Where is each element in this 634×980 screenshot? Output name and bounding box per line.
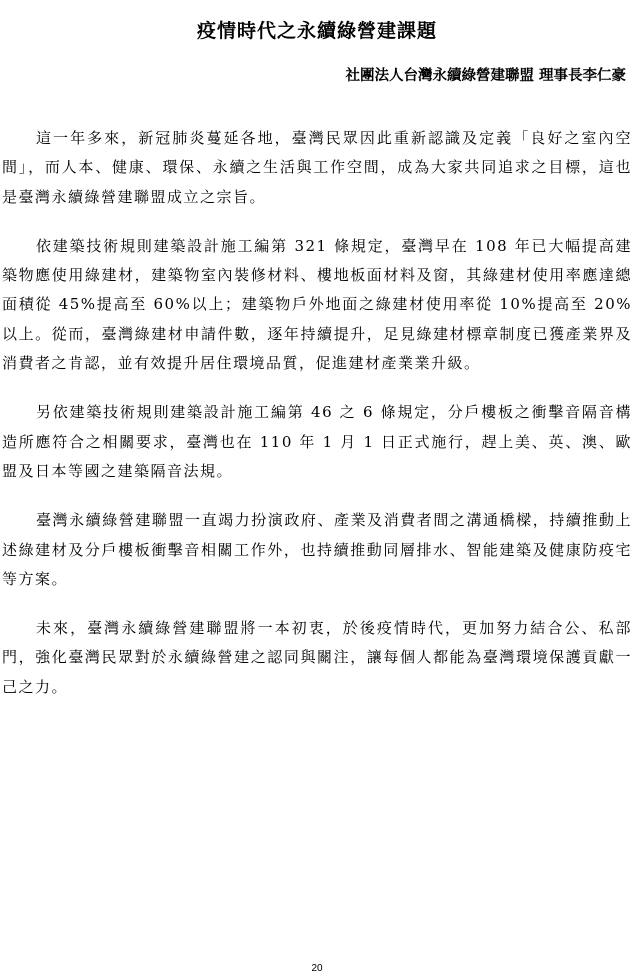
page-number: 20 [311,963,323,974]
body-paragraph: 臺灣永續綠營建聯盟一直竭力扮演政府、產業及消費者間之溝通橋樑，持續推動上述綠建材及分戶樓板衝擊音相關工作外，也持續推動同層排水、智能建築及健康防疫宅等方案。 [2,511,632,588]
body-paragraph: 未來，臺灣永續綠營建聯盟將一本初衷，於後疫情時代，更加努力結合公、私部門，強化臺灣民眾對於永續綠營建之認同與關注，讓每個人都能為臺灣環境保護貢獻一己之力。 [2,619,632,696]
author-line: 社團法人台灣永續綠營建聯盟 理事長李仁豪 [345,67,626,84]
document-title: 疫情時代之永續綠營建課題 [196,19,437,42]
body-paragraph: 另依建築技術規則建築設計施工編第 46 之 6 條規定，分戶樓板之衝擊音隔音構造所應符合之相關要求，臺灣也在 110 年 1 月 1 日正式施行，趕上美、英、澳、歐盟及日本等國之建築隔音法規。 [2,403,632,480]
body-paragraph: 這一年多來，新冠肺炎蔓延各地，臺灣民眾因此重新認識及定義「良好之室內空間」，而人本、健康、環保、永續之生活與工作空間，成為大家共同追求之目標，這也是臺灣永續綠營建聯盟成立之宗旨。 [2,129,632,206]
body-paragraph: 依建築技術規則建築設計施工編第 321 條規定，臺灣早在 108 年已大幅提高建築物應使用綠建材，建築物室內裝修材料、樓地板面材料及窗，其綠建材使用率應達總面積從 45%提高至 60%以上；建築物戶外地面之綠建材使用率從 10%提高至 20%以上。從而，臺灣綠建材申請件數，逐年持續提升，足見綠建材標章制度已獲產業界及消費者之肯認，並有效提升居住環境品質，促進建材產業業升級。 [2,236,632,373]
document-body [2,124,632,722]
